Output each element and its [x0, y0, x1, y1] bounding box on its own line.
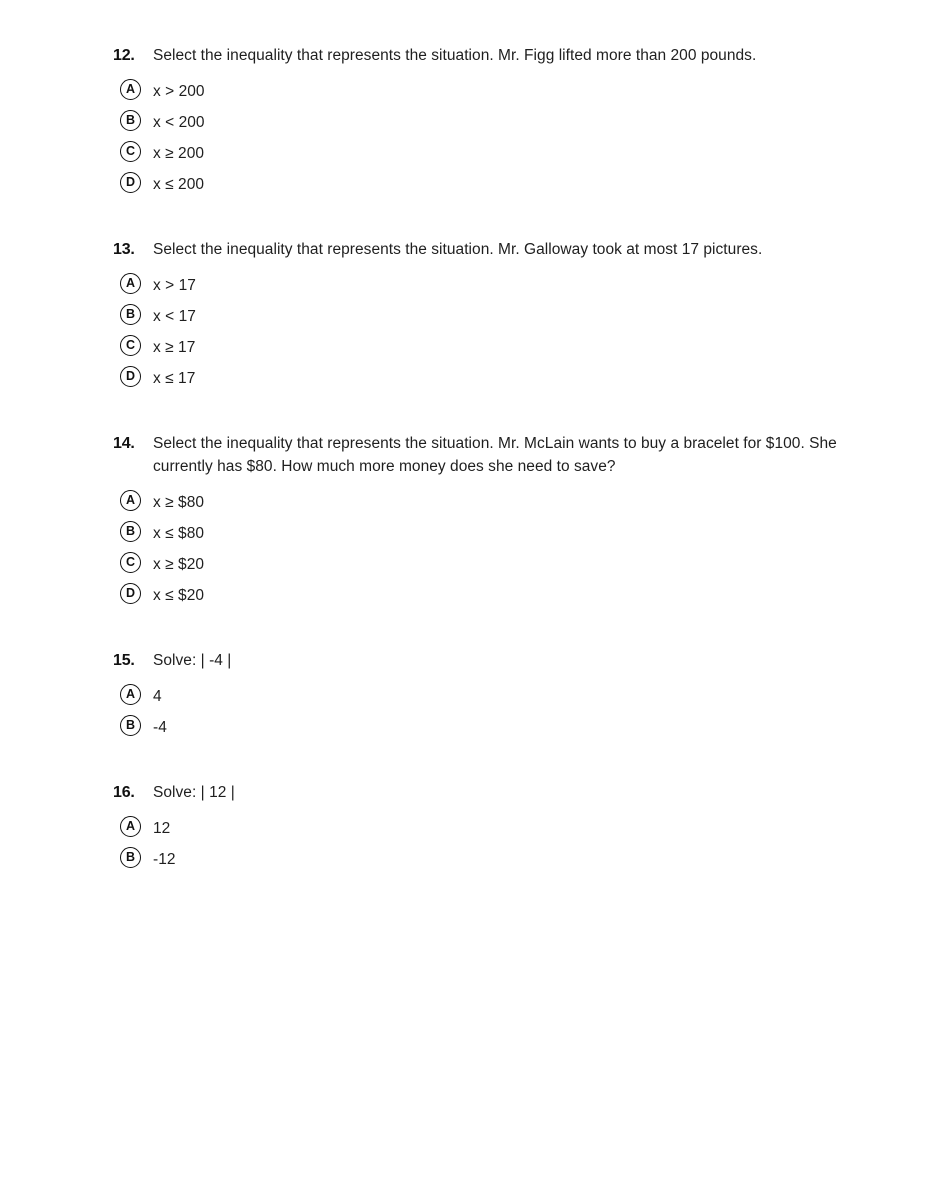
- questions-container: [113, 44, 873, 875]
- option-bubble-a[interactable]: A: [120, 816, 141, 837]
- question-number: 12.: [113, 47, 135, 64]
- question-number: 13.: [113, 241, 135, 258]
- option-bubble-b[interactable]: B: [120, 715, 141, 736]
- option-text: x ≥ 17: [153, 339, 196, 356]
- answer-option[interactable]: [113, 107, 873, 138]
- options-list: [113, 487, 873, 611]
- answer-option[interactable]: [113, 487, 873, 518]
- question-number: 14.: [113, 435, 135, 452]
- option-text: x ≤ $80: [153, 525, 205, 542]
- answer-option[interactable]: [113, 363, 873, 394]
- answer-option[interactable]: [113, 580, 873, 611]
- question-text: Select the inequality that represents the situation. Mr. Figg lifted more than 200 pounds.: [153, 47, 757, 64]
- answer-option[interactable]: [113, 76, 873, 107]
- option-bubble-b[interactable]: B: [120, 521, 141, 542]
- answer-option[interactable]: [113, 518, 873, 549]
- option-text: x ≥ $20: [153, 556, 205, 573]
- question-row: [113, 44, 873, 67]
- option-bubble-b[interactable]: B: [120, 110, 141, 131]
- answer-option[interactable]: [113, 270, 873, 301]
- option-text: 4: [153, 688, 162, 705]
- question-text: Solve: | -4 |: [153, 652, 232, 669]
- answer-option[interactable]: [113, 549, 873, 580]
- question-row: [113, 781, 873, 804]
- options-list: [113, 270, 873, 394]
- answer-option[interactable]: [113, 813, 873, 844]
- answer-option[interactable]: [113, 169, 873, 200]
- question-block: [113, 238, 873, 394]
- option-bubble-c[interactable]: C: [120, 335, 141, 356]
- option-bubble-c[interactable]: C: [120, 552, 141, 573]
- question-row: [113, 432, 873, 478]
- question-row: [113, 238, 873, 261]
- option-text: x ≤ 17: [153, 370, 196, 387]
- answer-option[interactable]: [113, 844, 873, 875]
- option-bubble-d[interactable]: D: [120, 172, 141, 193]
- option-bubble-d[interactable]: D: [120, 366, 141, 387]
- option-bubble-a[interactable]: A: [120, 79, 141, 100]
- options-list: [113, 813, 873, 875]
- option-bubble-a[interactable]: A: [120, 490, 141, 511]
- option-bubble-b[interactable]: B: [120, 847, 141, 868]
- question-block: [113, 649, 873, 743]
- options-list: [113, 681, 873, 743]
- option-text: -4: [153, 719, 167, 736]
- options-list: [113, 76, 873, 200]
- option-bubble-a[interactable]: A: [120, 684, 141, 705]
- answer-option[interactable]: [113, 712, 873, 743]
- question-text: Select the inequality that represents the situation. Mr. Galloway took at most 17 pictures.: [153, 241, 763, 258]
- option-text: x ≤ 200: [153, 176, 205, 193]
- option-bubble-c[interactable]: C: [120, 141, 141, 162]
- answer-option[interactable]: [113, 681, 873, 712]
- option-text: x ≥ $80: [153, 494, 205, 511]
- question-number: 15.: [113, 652, 135, 669]
- option-text: x > 17: [153, 277, 196, 294]
- answer-option[interactable]: [113, 332, 873, 363]
- option-text: x ≤ $20: [153, 587, 205, 604]
- option-text: x > 200: [153, 83, 205, 100]
- answer-option[interactable]: [113, 301, 873, 332]
- question-block: [113, 432, 873, 611]
- question-block: [113, 781, 873, 875]
- question-row: [113, 649, 873, 672]
- option-bubble-a[interactable]: A: [120, 273, 141, 294]
- option-text: x < 200: [153, 114, 205, 131]
- question-number: 16.: [113, 784, 135, 801]
- question-text: Solve: | 12 |: [153, 784, 235, 801]
- option-bubble-b[interactable]: B: [120, 304, 141, 325]
- option-text: x ≥ 200: [153, 145, 205, 162]
- question-block: [113, 44, 873, 200]
- answer-option[interactable]: [113, 138, 873, 169]
- option-text: x < 17: [153, 308, 196, 325]
- option-text: -12: [153, 851, 176, 868]
- question-text: Select the inequality that represents the situation. Mr. McLain wants to buy a bracelet for $100. She currently has $80. How much more money does she need to save?: [153, 435, 837, 475]
- option-text: 12: [153, 820, 171, 837]
- option-bubble-d[interactable]: D: [120, 583, 141, 604]
